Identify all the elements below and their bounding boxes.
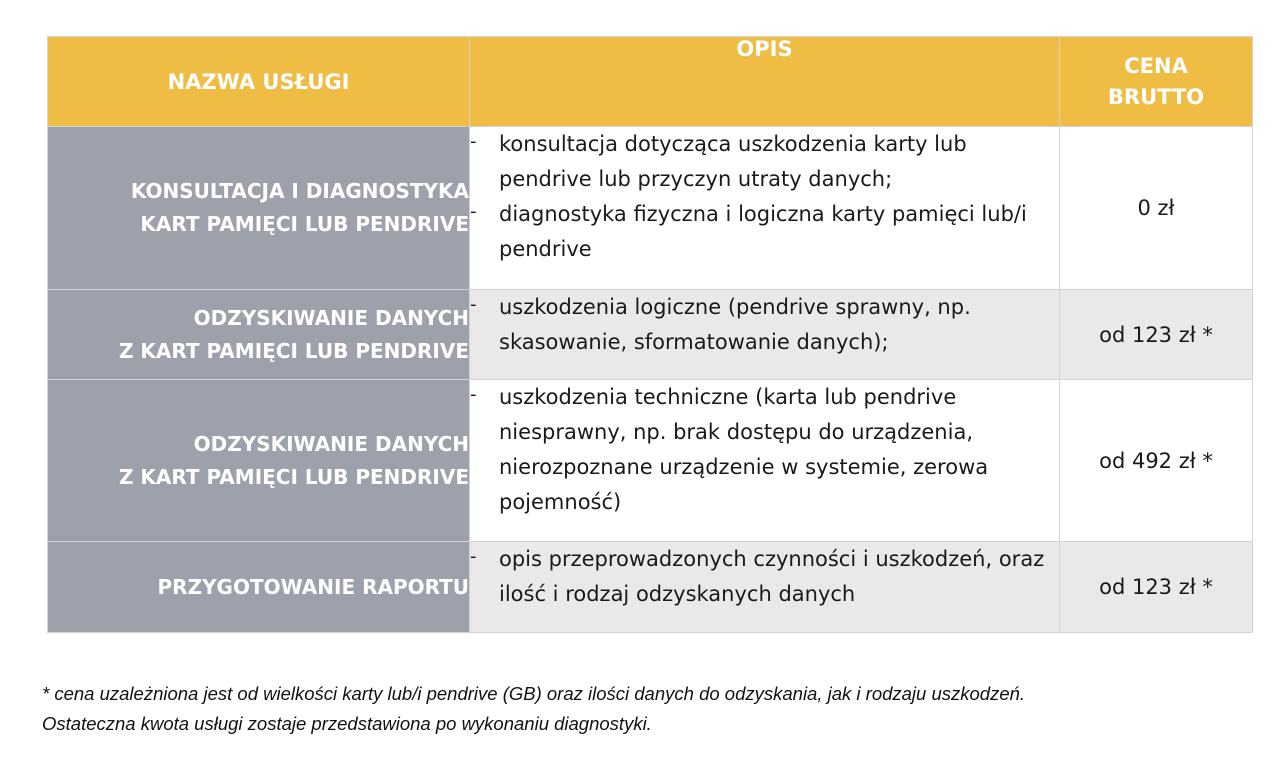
footnote-line: * cena uzależniona jest od wielkości karty lub/i pendrive (GB) oraz ilości danych do odzyskania, jak i rodzaju uszkodzeń. bbox=[42, 683, 1026, 704]
bullet-dash: - bbox=[470, 294, 477, 315]
header-price-line1: CENA bbox=[1124, 53, 1188, 78]
description-list bbox=[470, 290, 1059, 360]
service-name bbox=[48, 127, 470, 290]
service-description bbox=[470, 542, 1060, 633]
header-row bbox=[48, 37, 1253, 127]
service-description bbox=[470, 127, 1060, 290]
description-item bbox=[470, 127, 1059, 197]
service-price: od 492 zł * bbox=[1060, 380, 1253, 542]
description-list bbox=[470, 542, 1059, 612]
service-name bbox=[48, 380, 470, 542]
service-name-line1: ODZYSKIWANIE DANYCH bbox=[193, 305, 469, 330]
table-row bbox=[48, 380, 1253, 542]
service-name-line1: PRZYGOTOWANIE RAPORTU bbox=[157, 574, 469, 599]
bullet-dash: - bbox=[470, 546, 477, 567]
service-name bbox=[48, 542, 470, 633]
description-item-text: diagnostyka fizyczna i logiczna karty pamięci lub/i pendrive bbox=[499, 202, 1027, 261]
description-item bbox=[470, 380, 1059, 520]
header-service-name: NAZWA USŁUGI bbox=[48, 37, 470, 127]
bullet-dash: - bbox=[470, 201, 477, 222]
table-row bbox=[48, 127, 1253, 290]
bullet-dash: - bbox=[470, 384, 477, 405]
service-description bbox=[470, 290, 1060, 380]
footnote-line: Ostateczna kwota usługi zostaje przedstawiona po wykonaniu diagnostyki. bbox=[42, 713, 652, 734]
price-footnote bbox=[42, 679, 1272, 739]
description-item-text: konsultacja dotycząca uszkodzenia karty lub pendrive lub przyczyn utraty danych; bbox=[499, 132, 967, 191]
service-name-line1: KONSULTACJA I DIAGNOSTYKA bbox=[130, 179, 469, 203]
service-name-line2: Z KART PAMIĘCI LUB PENDRIVE bbox=[118, 464, 469, 489]
description-list bbox=[470, 127, 1059, 267]
service-price: 0 zł bbox=[1060, 127, 1253, 290]
header-description: OPIS bbox=[470, 37, 1060, 127]
service-price: od 123 zł * bbox=[1060, 542, 1253, 633]
header-price bbox=[1060, 37, 1253, 127]
price-table bbox=[47, 36, 1253, 633]
description-list bbox=[470, 380, 1059, 520]
service-name-line1: ODZYSKIWANIE DANYCH bbox=[193, 431, 469, 456]
description-item bbox=[470, 290, 1059, 360]
bullet-dash: - bbox=[470, 131, 477, 152]
table-row bbox=[48, 290, 1253, 380]
description-item bbox=[470, 197, 1059, 267]
description-item-text: uszkodzenia logiczne (pendrive sprawny, np. skasowanie, sformatowanie danych); bbox=[499, 295, 971, 354]
header-price-line2: BRUTTO bbox=[1107, 84, 1205, 109]
service-description bbox=[470, 380, 1060, 542]
description-item-text: opis przeprowadzonych czynności i uszkodzeń, oraz ilość i rodzaj odzyskanych danych bbox=[499, 547, 1045, 606]
service-name-line2: Z KART PAMIĘCI LUB PENDRIVE bbox=[118, 338, 469, 363]
service-name-line2: KART PAMIĘCI LUB PENDRIVE bbox=[140, 212, 469, 236]
service-price: od 123 zł * bbox=[1060, 290, 1253, 380]
table-row bbox=[48, 542, 1253, 633]
service-name bbox=[48, 290, 470, 380]
description-item-text: uszkodzenia techniczne (karta lub pendrive niesprawny, np. brak dostępu do urządzenia, nierozpoznane urządzenie w systemie, zerowa pojemność) bbox=[499, 385, 989, 514]
description-item bbox=[470, 542, 1059, 612]
